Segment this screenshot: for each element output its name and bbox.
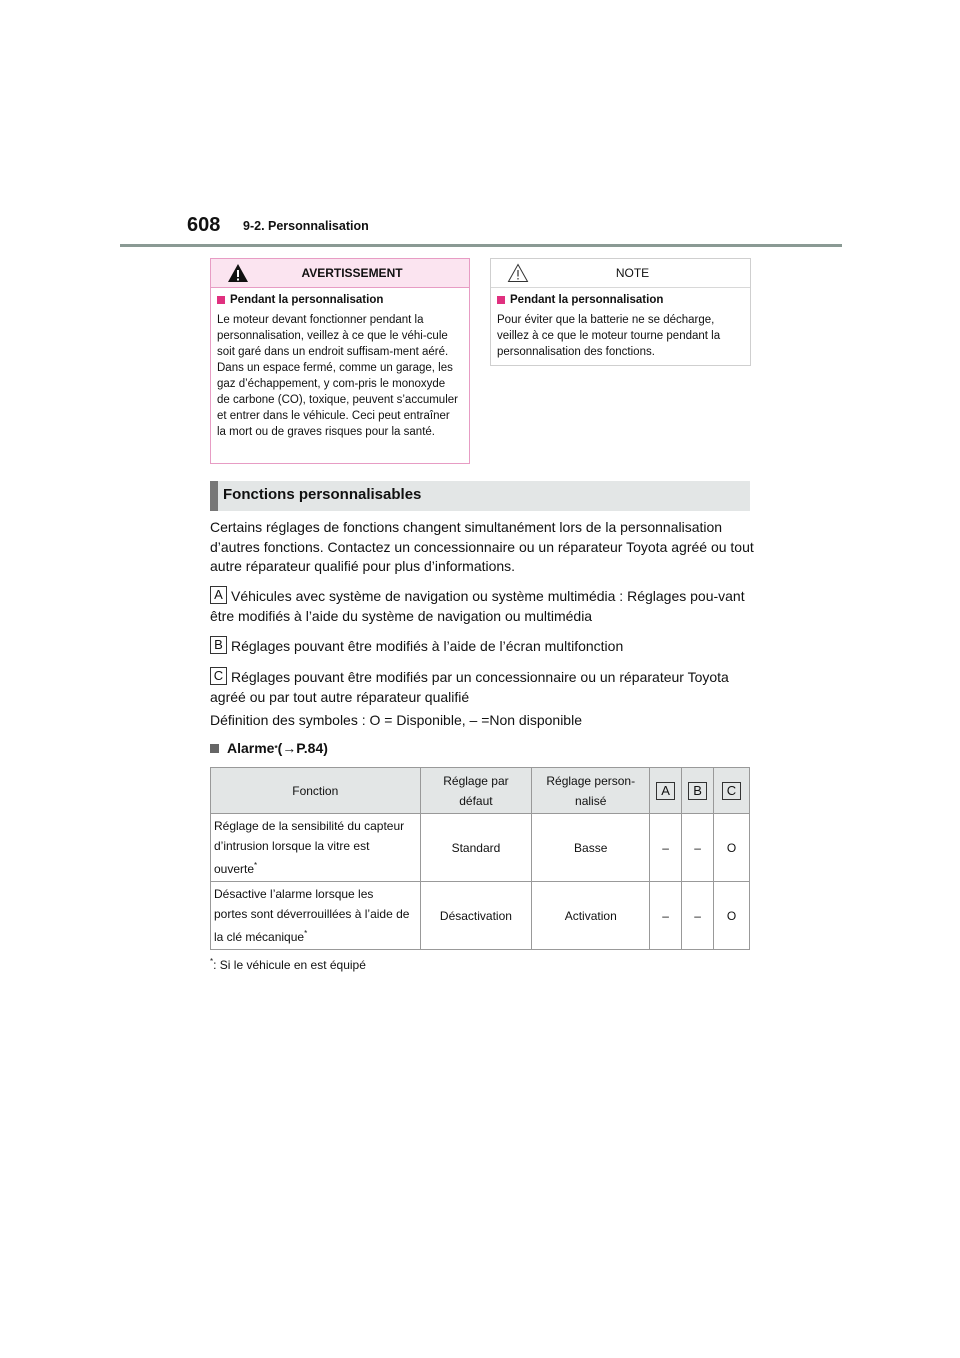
row-c: O: [714, 814, 750, 882]
square-bullet-icon: [217, 296, 225, 304]
symbols-definition: Définition des symboles : O = Disponible, – =Non disponible: [210, 712, 582, 728]
legend-letter-c: C: [210, 667, 227, 685]
header-default-line1: Réglage par: [443, 773, 509, 788]
note-header: [491, 259, 750, 288]
row-c: O: [714, 882, 750, 950]
header-rule: [120, 244, 842, 247]
square-bullet-icon: [210, 744, 219, 753]
header-b: [682, 768, 714, 814]
note-subtitle-text: Pendant la personnalisation: [510, 294, 664, 306]
header-a: [650, 768, 682, 814]
intro-paragraph: Certains réglages de fonctions changent simultanément lors de la personnalisation d’autres fonctions. Contactez un concessionnaire ou un réparateur Toyota agréé ou tout autre réparateur qualifié pour plus d’informations.: [210, 519, 754, 574]
warning-subtitle-text: Pendant la personnalisation: [230, 294, 384, 306]
warning-header: [211, 259, 469, 288]
section-title: 9-2. Personnalisation: [243, 219, 369, 233]
warning-title: AVERTISSEMENT: [301, 266, 403, 280]
row-function: [211, 882, 421, 950]
legend-item-c: [210, 667, 755, 707]
row-a: –: [650, 814, 682, 882]
table-row: [211, 882, 750, 950]
legend-text-c: Réglages pouvant être modifiés par un concessionnaire ou un réparateur Toyota agréé ou par tout autre réparateur qualifié: [210, 669, 729, 705]
legend-letter-b: B: [210, 636, 227, 654]
page-number: 608: [187, 214, 221, 236]
alarm-heading: [210, 740, 328, 756]
row-function-line1: Désactive l’alarme lorsque les: [214, 887, 374, 901]
row-b: –: [682, 814, 714, 882]
legend-text-b: Réglages pouvant être modifiés à l’aide de l’écran multifonction: [231, 638, 624, 654]
row-function-line2: portes sont déverrouillées à l’aide de: [214, 907, 410, 921]
header-letter-a: A: [656, 782, 675, 800]
header-function: Fonction: [211, 768, 421, 814]
row-function-line3: la clé mécanique: [214, 930, 305, 944]
header-default-line2: défaut: [459, 793, 493, 808]
header-custom-line1: Réglage person-: [546, 773, 636, 788]
row-default: Standard: [420, 814, 532, 882]
header-letter-c: C: [722, 782, 741, 800]
header-custom: [532, 768, 650, 814]
warning-box: [210, 258, 470, 464]
caution-outline-icon: [507, 263, 529, 283]
legend-item-b: [210, 636, 755, 657]
band-title: Fonctions personnalisables: [223, 486, 422, 503]
legend-text-a: Véhicules avec système de navigation ou système multimédia : Réglages pou-vant être modifiés à l’aide du système de navigation ou multimédia: [210, 588, 745, 624]
functions-table: [210, 767, 750, 950]
note-title: NOTE: [615, 266, 650, 280]
warning-triangle-icon: [227, 263, 249, 283]
note-subtitle: [497, 294, 750, 306]
footnote-mark: *: [210, 957, 214, 966]
alarm-page-ref[interactable]: (→P.84): [277, 740, 328, 756]
header-c: [714, 768, 750, 814]
warning-text: Le moteur devant fonctionner pendant la personnalisation, veillez à ce que le véhi-cule soit garé dans un endroit suffisam-ment aéré. Dans un espace fermé, comme un garage, les gaz d’échappement, y com-pris le monoxyde de carbone (CO), toxique, peuvent s’accumuler et entrer dans le véhicule. Ceci peut entraîner la mort ou de graves risques pour la santé.: [217, 314, 458, 438]
square-bullet-icon: [497, 296, 505, 304]
footnote: [210, 957, 366, 972]
row-a: –: [650, 882, 682, 950]
warning-subtitle: [217, 294, 469, 306]
row-function-line3: ouverte: [214, 862, 255, 876]
alarm-footnote-mark: *: [274, 743, 278, 753]
footnote-text: : Si le véhicule en est équipé: [213, 958, 366, 972]
header-letter-b: B: [688, 782, 707, 800]
header-custom-line2: nalisé: [575, 793, 607, 808]
legend-item-a: [210, 586, 755, 626]
section-band: [210, 481, 750, 511]
row-custom: Basse: [532, 814, 650, 882]
row-b: –: [682, 882, 714, 950]
note-text: Pour éviter que la batterie ne se décharge, veillez à ce que le moteur tourne pendant la personnalisation des fonctions.: [497, 314, 721, 358]
row-footnote-mark: *: [254, 861, 258, 870]
row-function: [211, 814, 421, 882]
legend-letter-a: A: [210, 586, 227, 604]
alarm-title: Alarme: [227, 740, 275, 756]
row-default: Désactivation: [420, 882, 532, 950]
header-default: [420, 768, 532, 814]
table-row: [211, 814, 750, 882]
band-marker: [210, 481, 218, 511]
table-header-row: [211, 768, 750, 814]
note-box: [490, 258, 751, 366]
row-function-line1: Réglage de la sensibilité du capteur: [214, 819, 405, 833]
row-custom: Activation: [532, 882, 650, 950]
row-footnote-mark: *: [304, 929, 308, 938]
row-function-line2: d’intrusion lorsque la vitre est: [214, 839, 370, 853]
